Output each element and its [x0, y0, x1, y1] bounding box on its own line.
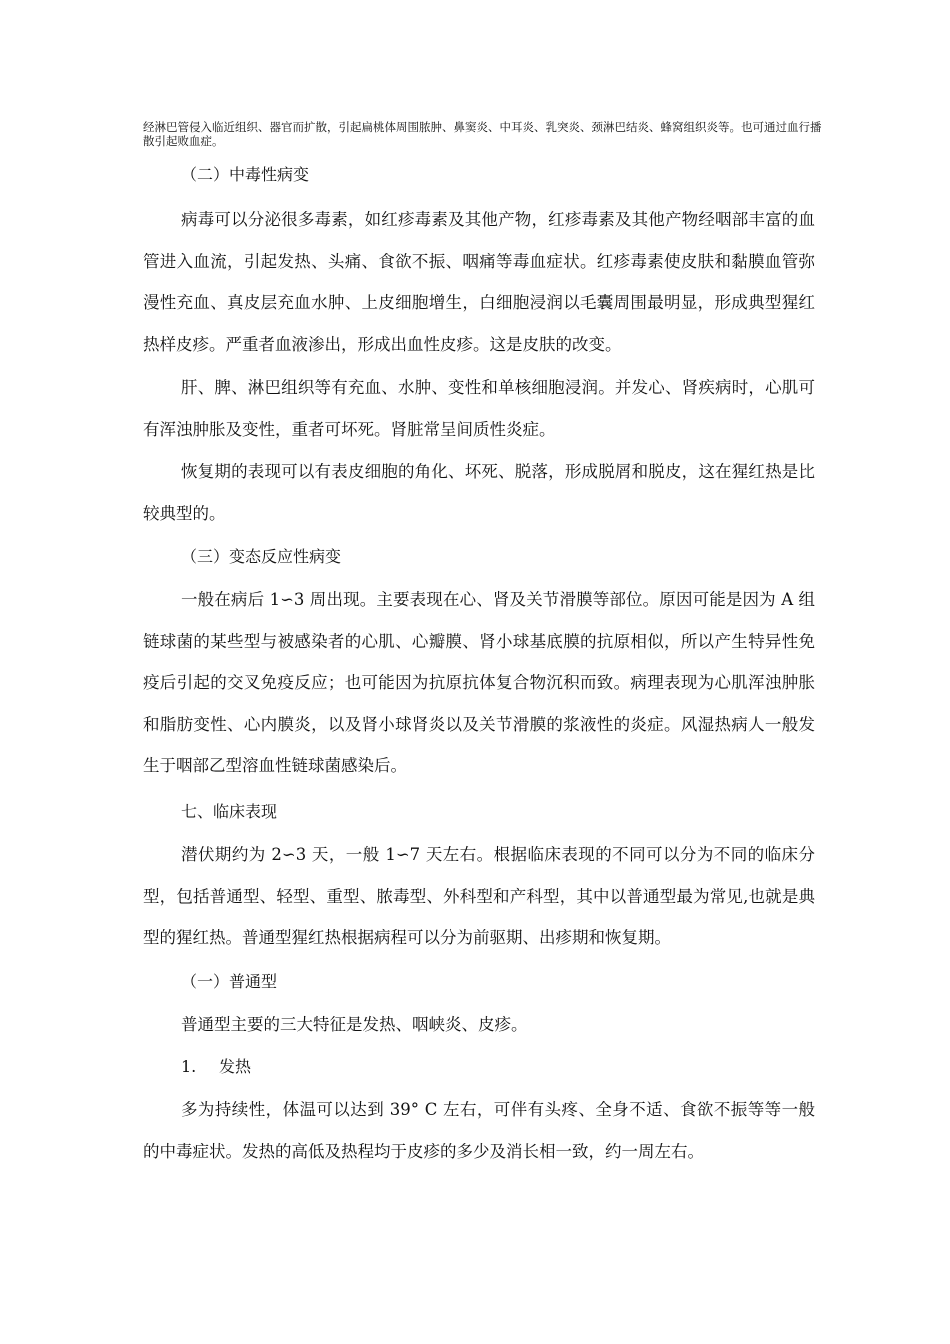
list-item-number: 1. — [181, 1057, 197, 1076]
section-3-paragraph-1: 一般在病后 1∽3 周出现。主要表现在心、肾及关节滑膜等部位。原因可能是因为 A 组链球菌的某些型与被感染者的心肌、心瓣膜、肾小球基底膜的抗原相似，所以产生特异性免疫后引起的交叉免疫反应；也可能因为抗原抗体复合物沉积而致。病理表现为心肌浑浊肿胀和脂肪变性、心内膜炎，以及肾小球肾炎以及关节滑膜的浆液性的炎症。风湿热病人一般发生于咽部乙型溶血性链球菌感染后。 — [143, 590, 815, 775]
section-2-paragraph-3: 恢复期的表现可以有表皮细胞的角化、坏死、脱落，形成脱屑和脱皮，这在猩红热是比较典型的。 — [143, 462, 815, 523]
subsection-1-title: （一）普通型 — [181, 972, 278, 991]
fever-paragraph: 多为持续性，体温可以达到 39° C 左右，可伴有头疼、全身不适、食欲不振等等一般的中毒症状。发热的高低及热程均于皮疹的多少及消长相一致，约一周左右。 — [143, 1100, 815, 1161]
chapter-7-paragraph-1: 潜伏期约为 2∽3 天，一般 1∽7 天左右。根据临床表现的不同可以分为不同的临床分型，包括普通型、轻型、重型、脓毒型、外科型和产科型，其中以普通型最为常见,也就是典型的猩红热。普通型猩红热根据病程可以分为前驱期、出疹期和恢复期。 — [143, 845, 815, 947]
section-3-title: （三）变态反应性病变 — [181, 547, 342, 566]
section-2-paragraph-1: 病毒可以分泌很多毒素，如红疹毒素及其他产物，红疹毒素及其他产物经咽部丰富的血管进入血流，引起发热、头痛、食欲不振、咽痛等毒血症状。红疹毒素使皮肤和黏膜血管弥漫性充血、真皮层充血水肿、上皮细胞增生，白细胞浸润以毛囊周围最明显，形成典型猩红热样皮疹。严重者血液渗出，形成出血性皮疹。这是皮肤的改变。 — [143, 210, 815, 354]
subsection-1-paragraph-1: 普通型主要的三大特征是发热、咽峡炎、皮疹。 — [181, 1015, 528, 1034]
section-2-paragraph-2: 肝、脾、淋巴组织等有充血、水肿、变性和单核细胞浸润。并发心、肾疾病时，心肌可有浑浊肿胀及变性，重者可坏死。肾脏常呈间质性炎症。 — [143, 378, 815, 439]
section-2-title: （二）中毒性病变 — [181, 165, 310, 184]
chapter-7-title: 七、临床表现 — [181, 802, 278, 821]
top-note: 经淋巴管侵入临近组织、器官而扩散，引起扁桃体周围脓肿、鼻窦炎、中耳炎、乳突炎、颈淋巴结炎、蜂窝组织炎等。也可通过血行播散引起败血症。 — [143, 120, 822, 148]
list-item-label: 发热 — [219, 1057, 252, 1076]
list-item-fever — [181, 1056, 251, 1078]
